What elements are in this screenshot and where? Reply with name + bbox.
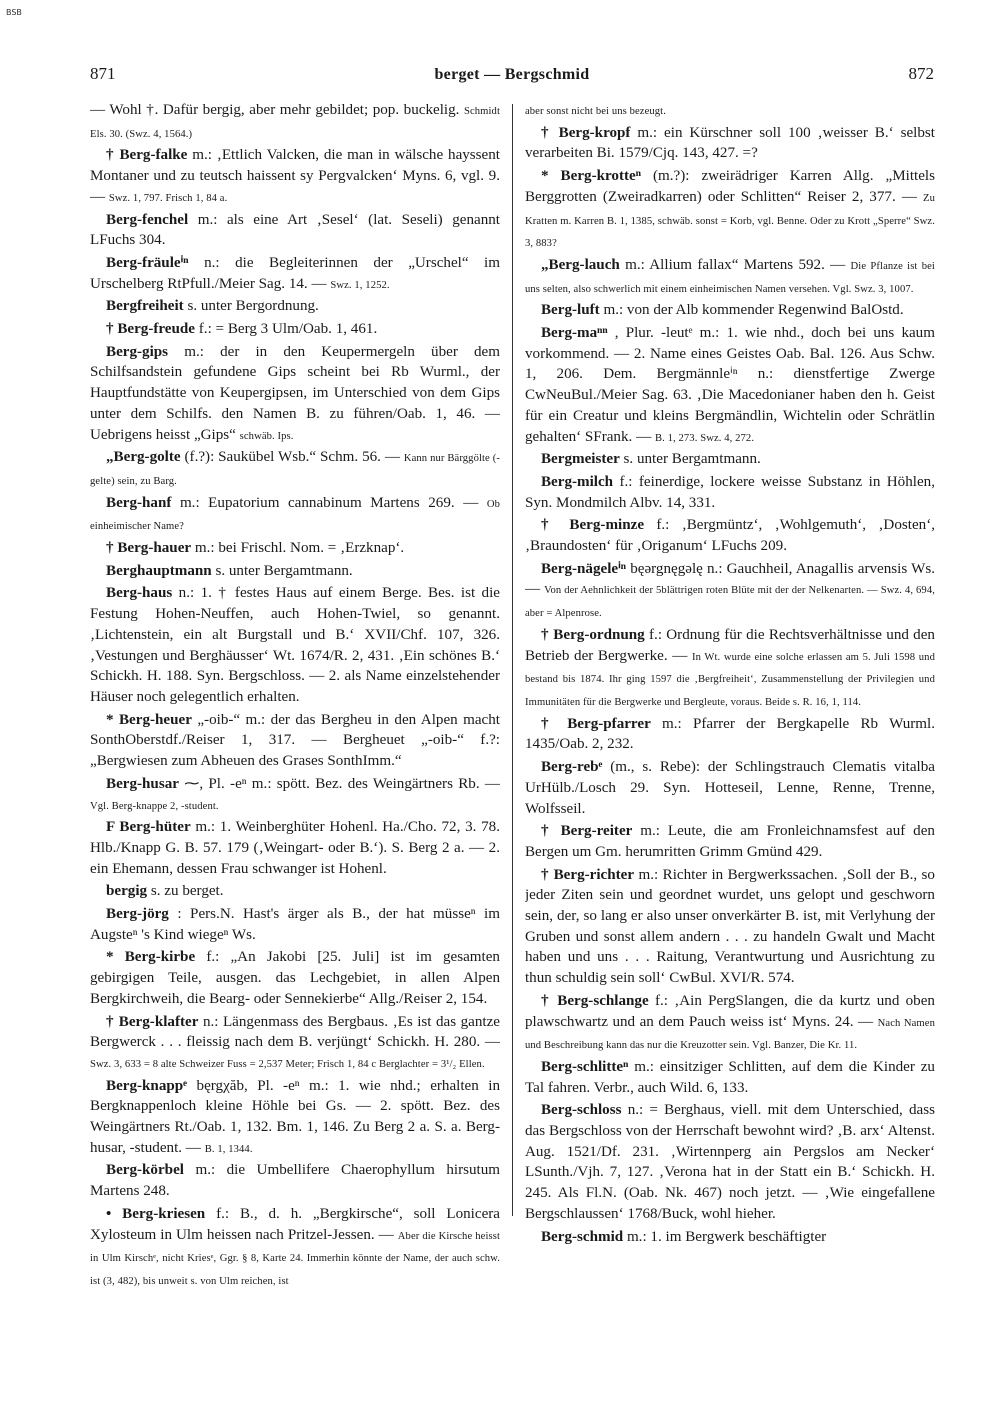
entry-headword: † Berg-schlange — [540, 992, 649, 1009]
entry-headword: Berg-fräuleⁱⁿ — [106, 254, 189, 271]
entry-text: (f.?): Saukübel Wsb.“ Schm. 56. — — [184, 449, 400, 466]
dictionary-entry — [525, 865, 935, 991]
dictionary-entry — [90, 100, 500, 145]
entry-headword: bergig — [106, 883, 148, 900]
entry-text: m.: einsitziger Schlitten, auf dem die Kinder zu Tal fahren. Verbr., auch Wild. 6, 133. — [524, 1058, 935, 1096]
entry-note: B. 1, 1344. — [204, 1143, 253, 1155]
entry-headword: † Berg-hauer — [106, 540, 192, 557]
entry-text: m.: ein Kürschner soll 100 ‚weisser B.‘ selbst verarbeiten Bi. 1579/Cjq. 143, 427. =? — [524, 124, 935, 162]
dictionary-entry — [525, 821, 935, 864]
entry-note: B. 1, 273. Swz. 4, 272. — [654, 432, 755, 444]
entry-text: f.: „An Jakobi [25. Juli] ist im gesamten gebirgigen Teile, ausgen. das Lechgebiet, in allen Alpen Bergkirchweih, die Bearg- oder Sennekierbe“ Allg./Reiser 2, 154. — [90, 949, 500, 1007]
dictionary-entry — [90, 210, 500, 253]
entry-headword: Berg-nägeleⁱⁿ — [540, 560, 627, 577]
entry-text: (m., s. Rebe): der Schlingstrauch Clematis vitalba UrHülb./Losch 29. Syn. Hotteseil, Lenne, Renne, Trenne, Wolfsseil. — [524, 759, 935, 817]
entry-note: In Wt. wurde eine solche erlassen am 5. Juli 1598 und bestand bis 1874. Ihr ging 1597 die ‚Bergfreiheit‘, Zusammenstellung der Privilegien und Immunitäten für die Bergwerke und Bergleute, voraus. Beide s. R. 16, 1, 114. — [524, 651, 935, 708]
entry-text: bęərgnęgəlę n.: Gauchheil, Anagallis arvensis Ws. — — [524, 560, 935, 598]
entry-note: Kann nur Bärggölte (-gelte) sein, zu Barg. — [90, 453, 500, 487]
entry-text: m.: von der Alb kommender Regenwind BalOstd. — [603, 302, 904, 319]
dictionary-entry — [525, 714, 935, 757]
entry-headword: Berg-schloss — [540, 1102, 622, 1119]
entry-headword: • Berg-kriesen — [106, 1205, 206, 1222]
dictionary-entry — [525, 449, 935, 472]
entry-text: : Pers.N. Hast's ärger als B., der hat müsseⁿ im Augsteⁿ 's Kind wiegeⁿ Ws. — [90, 906, 500, 943]
dictionary-entry — [90, 296, 500, 319]
running-title: berget — Bergschmid — [434, 66, 590, 83]
entry-headword: Berg-luft — [540, 302, 600, 319]
entry-text: m.: der in den Keupermergeln über dem Schilfsandstein gefundene Gips scheint bei Rb Wurml., der Hauptfundstätte von Keupergipsen, im Unterschied von dem Gips unter dem Schilfs. den Namen B. zu führen/Oab. 1, 46. — Uebrigens heisst „Gips“ — [90, 343, 500, 443]
page-number-left: 871 — [90, 64, 116, 83]
dictionary-entry — [90, 817, 500, 881]
page-header — [90, 64, 934, 90]
library-stamp: BSB — [6, 8, 22, 17]
dictionary-entry — [90, 710, 500, 774]
entry-headword: Berghauptmann — [106, 562, 212, 579]
entry-note: Aber die Kirsche heisst in Ulm Kirschᵉ, nicht Kriesᵉ, Ggr. § 8, Karte 24. Immerhin könnte der Name, der auch schw. ist (3, 482), bis unweit s. von Ulm reichen, ist — [90, 1230, 500, 1287]
left-column — [90, 100, 500, 1400]
entry-text: m.: Eupatorium cannabinum Martens 269. — — [179, 494, 479, 511]
entry-headword: * Berg-kirbe — [106, 949, 196, 966]
dictionary-entry — [90, 1204, 500, 1293]
entry-text: n.: die Begleiterinnen der „Urschel“ im Urschelberg RtPfull./Meier Sag. 14. — — [90, 254, 500, 292]
dictionary-entry — [525, 515, 935, 558]
page-number-right: 872 — [908, 64, 934, 83]
dictionary-entry — [90, 538, 500, 561]
entry-headword: Berg-milch — [540, 473, 614, 490]
entry-headword: „Berg-lauch — [540, 256, 620, 273]
entry-note: Vgl. Berg-knappe 2, -student. — [90, 800, 219, 812]
entry-headword: Berg-hanf — [106, 494, 172, 511]
dictionary-entry — [90, 1160, 500, 1203]
entry-note: Ob einheimischer Name? — [90, 498, 500, 533]
entry-text: m.: als eine Art ‚Sesel‘ (lat. Seseli) genannt LFuchs 304. — [90, 211, 500, 249]
dictionary-entry — [525, 323, 935, 449]
column-divider — [512, 104, 513, 1216]
entry-headword: Bergmeister — [540, 451, 620, 468]
entry-text: s. unter Bergordnung. — [187, 298, 319, 315]
entry-headword: † Berg-pfarrer — [540, 715, 651, 732]
entry-headword: Bergfreiheit — [106, 298, 184, 315]
dictionary-entry — [90, 145, 500, 209]
entry-text: m.: Richter in Bergwerkssachen. ‚Soll der B., so jeder Ziten sein und geordnet wurdet, uns gelopt und geschworn sein, der, so lang er also unser onverkärter B. ist, mit Verlyhung der Gruben und sonst allem andern . . . zu handeln Gwalt und Macht haben und uns . . . Raitung, Verantwurtung und Ausrichtung zu thun schuldig sein soll‘ CwBul. XVI/R. 574. — [524, 866, 935, 987]
entry-text: s. unter Bergamtmann. — [215, 562, 353, 579]
entry-text: s. zu berget. — [150, 883, 224, 900]
entry-text: m.: Leute, die am Fronleichnamsfest auf den Bergen um Gm. herumritten Grimm Gmünd 429. — [524, 823, 935, 860]
dictionary-entry — [90, 1076, 500, 1161]
entry-text: m.: 1. im Bergwerk beschäftigter — [626, 1228, 827, 1245]
dictionary-entry — [90, 561, 500, 584]
entry-note: Nach Namen und Beschreibung kann das nur die Kreuzotter sein. Vgl. Banzer, Die Kr. 11. — [524, 1017, 935, 1052]
entry-headword: † Berg-falke — [106, 147, 188, 164]
entry-headword: † Berg-freude — [106, 321, 195, 338]
dictionary-entry — [525, 559, 935, 625]
entry-text: „-oib-“ m.: der das Bergheu in den Alpen macht SonthOberstdf./Reiser 1, 317. — Bergheuet „-oib-“ f.?: „Bergwiesen zum Abheuen des Grases SonthImm.“ — [90, 711, 500, 770]
dictionary-entry — [525, 1057, 935, 1100]
entry-headword: Berg-schlitteⁿ — [540, 1058, 629, 1075]
entry-text: f.: feinerdige, lockere weisse Substanz in Höhlen, Syn. Mondmilch Albv. 14, 331. — [524, 473, 935, 511]
dictionary-entry — [525, 1100, 935, 1226]
entry-headword: F Berg-hüter — [106, 819, 191, 836]
entry-note: Die Pflanze ist bei uns selten, also schwerlich mit einem einheimischen Namen versehen. Vgl. Swz. 3, 1007. — [524, 260, 935, 295]
entry-headword: Berg-körbel — [106, 1162, 184, 1179]
dictionary-entry — [90, 583, 500, 709]
entry-note: Swz. 1, 1252. — [330, 279, 390, 291]
entry-headword: Berg-fenchel — [106, 211, 189, 228]
entry-text: f.: = Berg 3 Ulm/Oab. 1, 461. — [198, 321, 378, 338]
entry-headword: * Berg-heuer — [106, 711, 192, 728]
entry-text: m.: 1. Weinberghüter Hohenl. Ha./Cho. 72, 3. 78. Hlb./Knapp G. B. 57. 179 (‚Weingart- oder B.‘). S. Berg 2 a. — 2. ein Ehemann, dessen Frau schwanger ist Hohenl. — [90, 819, 500, 877]
entry-note: Zu Kratten m. Karren B. 1, 1385, schwäb. sonst = Korb, vgl. Benne. Oder zu Krott „Sperre“ Swz. 3, 883? — [524, 192, 935, 250]
dictionary-entry — [525, 757, 935, 821]
dictionary-entry — [90, 493, 500, 538]
entry-text: bęrgχăb, Pl. -eⁿ m.: 1. wie nhd.; erhalten in Bergknappenloch kleine Höhle bei Gs. — 2. spött. Bez. des Weingärtners Rt./Oab. 1, 132. Bm. 1, 146. Zu Berg 2 a. S. a. Berg-husar, -student. — — [90, 1077, 500, 1156]
entry-headword: † Berg-richter — [540, 866, 635, 883]
dictionary-entry — [525, 166, 935, 255]
entry-text: f.: Ordnung für die Rechtsverhältnisse und den Betrieb der Bergwerke. — — [524, 626, 935, 664]
entry-text: s. unter Bergamtmann. — [623, 451, 761, 468]
entry-headword: Berg-husar — [106, 775, 179, 792]
entry-headword: Berg-maⁿⁿ — [540, 325, 608, 342]
entry-headword: † Berg-reiter — [540, 823, 633, 840]
entry-text: n.: 1. † festes Haus auf einem Berge. Bes. ist die Festung Hohen-Neuffen, auch Hohen-Twiel, so genannt. ‚Lichtenstein, ein alt Burgstall und B.‘ XVII/Chf. 107, 326. ‚Vestungen und Berghäusser‘ Wt. 1674/R. 2, 431. ‚Ein schönes B.‘ Schickh. H. 188. Syn. Bergschloss. — 2. als Name einzelstehender Häuser noch gelegentlich erhalten. — [90, 585, 500, 705]
entry-headword: † Berg-minze — [540, 517, 645, 534]
entry-headword: † Berg-ordnung — [540, 626, 645, 643]
entry-text: , Plur. -leutᵉ m.: 1. wie nhd., doch bei uns kaum vorkommend. — 2. Name eines Geistes Oab. Bal. 126. Aus Schw. 1, 206. Dem. Bergmännleⁱⁿ n.: dienstfertige Zwerge CwNeuBul./Meier Sag. 63. ‚Die Macedonianer haben den h. Geist für ein Creatur und kleins Bergmändlin, Wichtelin oder Schrätlin gehalten‘ SFrank. — — [524, 325, 935, 445]
entry-note: schwäb. Ips. — [239, 430, 294, 442]
dictionary-entry — [90, 904, 500, 947]
entry-note: Von der Aehnlichkeit der 5blättrigen roten Blüte mit der der Nelkenarten. — Swz. 4, 694, aber = Alpenrose. — [524, 585, 935, 620]
entry-text: n.: = Berghaus, viell. mit dem Unterschied, dass das Bergschloss von der Herrschaft bewohnt wird? ‚B. arx‘ Altenst. Aug. 1521/Df. 231. ‚Wirtennperg ain Pergslos am Necker‘ LSunth./Vjh. 7, 127. ‚Verona hat in der Statt ein B.‘ Schickh. H. 245. Als Fl.N. (Oab. Nk. 467) noch jetzt. — ‚Wie eingefallene Bergschlaussen‘ 1768/Buck, wohl hieher. — [524, 1102, 935, 1222]
dictionary-entry — [90, 319, 500, 342]
entry-headword: Berg-schmid — [540, 1228, 624, 1245]
dictionary-entry — [525, 1227, 935, 1250]
entry-headword: „Berg-golte — [106, 449, 181, 466]
entry-note: Swz. 1, 797. Frisch 1, 84 a. — [108, 192, 228, 204]
dictionary-entry — [90, 253, 500, 296]
entry-text: (m.?): zweirädriger Karren Allg. „Mittels Berggrotten (Zweiradkarren) oder Schlitten“ Reiser 2, 377. — — [524, 168, 935, 205]
dictionary-entry — [90, 447, 500, 492]
dictionary-entry — [525, 123, 935, 166]
entry-text: n.: Längenmass des Bergbaus. ‚Es ist das gantze Bergwerck . . . fleissig nach dem B. verjüngt‘ Schickh. H. 280. — — [90, 1013, 500, 1051]
dictionary-entry — [525, 100, 935, 123]
entry-text: m.: die Umbellifere Chaerophyllum hirsutum Martens 248. — [90, 1162, 500, 1200]
dictionary-entry — [90, 1012, 500, 1076]
entry-headword: Berg-jörg — [106, 906, 169, 923]
entry-text: m.: Allium fallax“ Martens 592. — — [625, 256, 846, 273]
entry-headword: Berg-haus — [106, 585, 173, 602]
entry-text: m.: ‚Ettlich Valcken, die man in wälsche hayssent Montaner und zu teutsch haissent sy Pergvalcken‘ Myns. 6, vgl. 9. — — [90, 147, 500, 205]
entry-text: m.: Pfarrer der Bergkapelle Rb Wurml. 1435/Oab. 2, 232. — [524, 715, 935, 753]
entry-headword: † Berg-kropf — [540, 124, 631, 141]
entry-headword: Berg-gips — [106, 343, 169, 360]
entry-text: f.: ‚Ain PergSlangen, die da kurtz und oben plawschwartz und an dem Pauch weiss ist‘ Myns. 24. — — [524, 992, 935, 1030]
dictionary-entry — [525, 625, 935, 714]
entry-note: aber sonst nicht bei uns bezeugt. — [524, 106, 666, 117]
entry-text: m.: bei Frischl. Nom. = ‚Erzknap‘. — [194, 540, 405, 557]
entry-headword: Berg-rebᵉ — [540, 759, 603, 776]
dictionary-entry — [90, 342, 500, 448]
entry-text: ⁓, Pl. -eⁿ m.: spött. Bez. des Weingärtners Rb. — — [184, 775, 500, 792]
dictionary-entry — [525, 991, 935, 1057]
entry-headword: Berg-knappᵉ — [106, 1077, 188, 1094]
dictionary-entry — [525, 255, 935, 300]
dictionary-columns — [90, 100, 935, 1400]
entry-headword: † Berg-klafter — [106, 1013, 199, 1030]
dictionary-entry — [90, 774, 500, 817]
dictionary-entry — [90, 947, 500, 1011]
dictionary-entry — [525, 472, 935, 515]
dictionary-entry — [525, 300, 935, 323]
entry-headword: * Berg-krotteⁿ — [540, 168, 641, 185]
entry-note: Schmidt Els. 30. (Swz. 4, 1564.) — [90, 106, 500, 140]
entry-text: — Wohl †. Dafür bergig, aber mehr gebildet; pop. buckelig. — [90, 102, 460, 118]
entry-text: f.: B., d. h. „Bergkirsche“, soll Lonicera Xylosteum in Ulm heissen nach Pritzel-Jessen. — — [90, 1205, 500, 1243]
entry-note: Swz. 3, 633 = 8 alte Schweizer Fuss = 2,537 Meter; Frisch 1, 84 c Berglachter = 3¹/₂ Ellen. — [90, 1058, 485, 1070]
right-column — [525, 100, 935, 1400]
entry-text: f.: ‚Bergmüntz‘, ‚Wohlgemuth‘, ‚Dosten‘, ‚Braundosten‘ für ‚Origanum‘ LFuchs 209. — [524, 517, 935, 555]
dictionary-entry — [90, 881, 500, 904]
